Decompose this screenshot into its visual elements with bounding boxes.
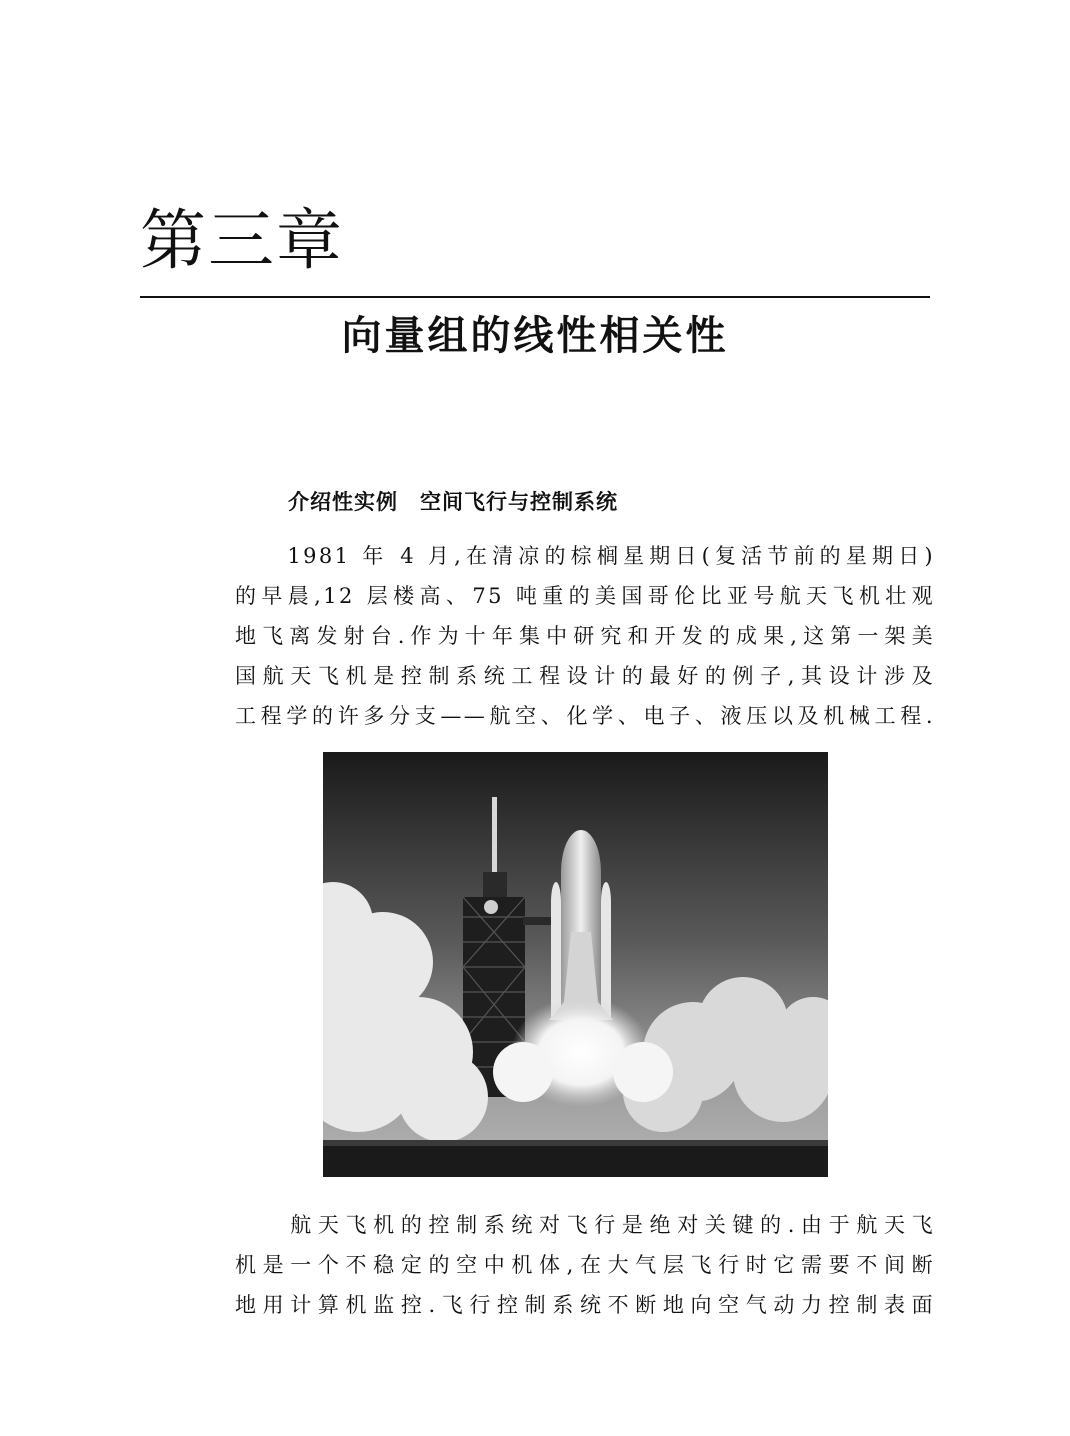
- paragraph-line: 航天飞机的控制系统对飞行是绝对关键的.由于航天飞: [235, 1213, 935, 1237]
- paragraph-line: 1981 年 4 月,在清凉的棕榈星期日(复活节前的星期日): [235, 544, 935, 568]
- second-paragraph: [235, 1205, 935, 1325]
- section-heading: 介绍性实例 空间飞行与控制系统: [288, 490, 618, 514]
- chapter-rule: [140, 296, 930, 298]
- space-shuttle-launch-photo: [323, 752, 828, 1177]
- paragraph-line: 机是一个不稳定的空中机体,在大气层飞行时它需要不间断: [235, 1253, 935, 1277]
- paragraph-line: 地飞离发射台.作为十年集中研究和开发的成果,这第一架美: [235, 624, 935, 648]
- paragraph-line: 的早晨,12 层楼高、75 吨重的美国哥伦比亚号航天飞机壮观: [235, 584, 935, 608]
- paragraph-line: 地用计算机监控.飞行控制系统不断地向空气动力控制表面: [235, 1293, 935, 1317]
- paragraph-line: 国航天飞机是控制系统工程设计的最好的例子,其设计涉及: [235, 664, 935, 688]
- intro-paragraph: [235, 536, 935, 736]
- chapter-title: 向量组的线性相关性: [341, 312, 729, 359]
- paragraph-line: 工程学的许多分支——航空、化学、电子、液压以及机械工程.: [235, 704, 935, 728]
- chapter-number: 第三章: [140, 202, 344, 279]
